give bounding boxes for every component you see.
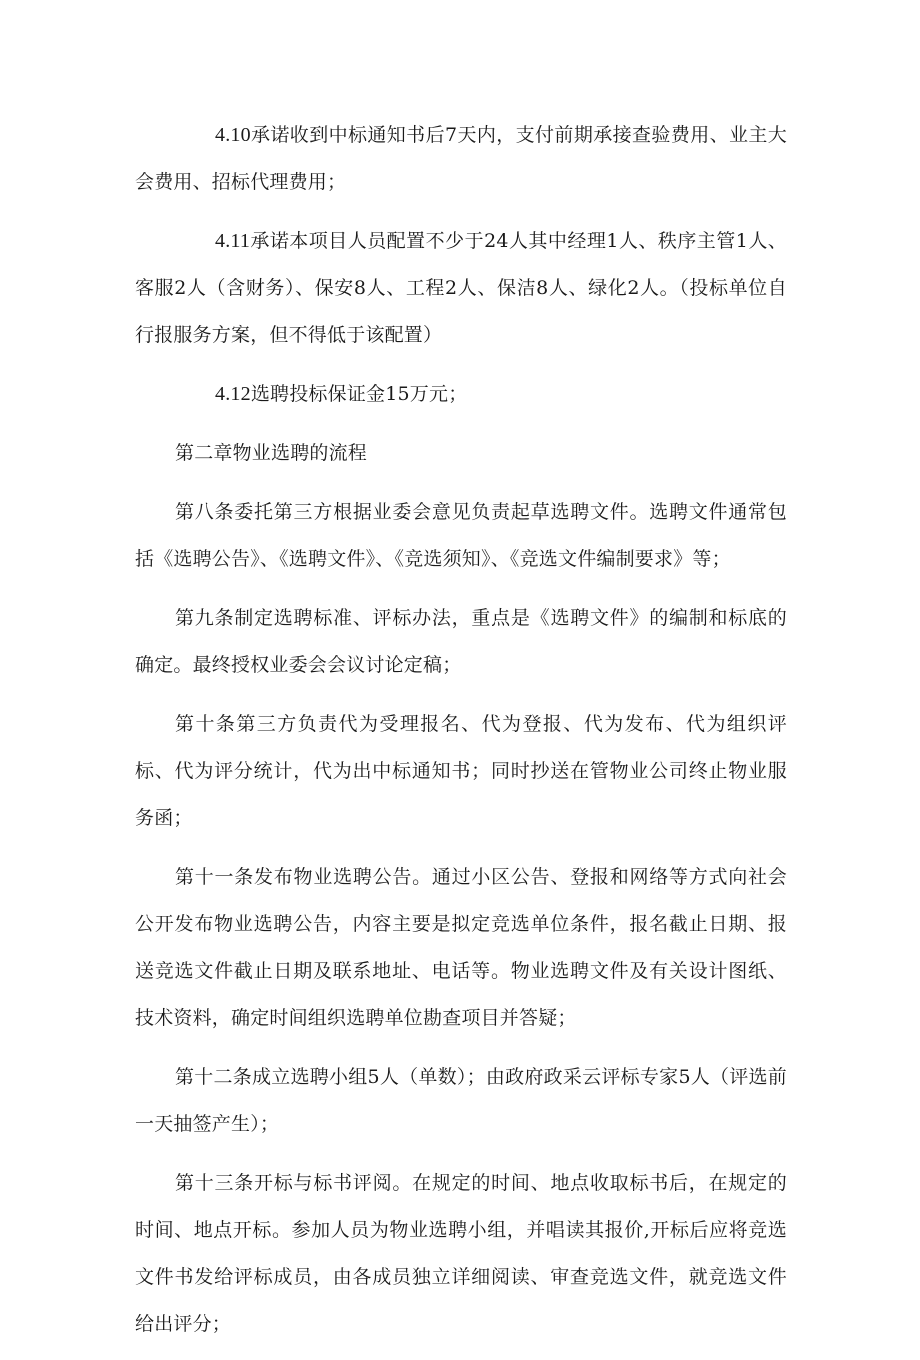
clause-number: 4.11	[215, 230, 251, 252]
article-8	[135, 489, 787, 583]
clause-number: 4.10	[215, 124, 251, 146]
article-13	[135, 1160, 787, 1348]
article-9	[135, 595, 787, 689]
article-11	[135, 854, 787, 1042]
paragraph-4-12	[135, 371, 787, 418]
paragraph-text: 选聘投标保证金15万元；	[250, 383, 468, 405]
paragraph-text: 第十条第三方负责代为受理报名、代为登报、代为发布、代为组织评标、代为评分统计，代为出中标通知书；同时抄送在管物业公司终止物业服务函；	[135, 713, 787, 829]
paragraph-4-11	[135, 218, 787, 359]
paragraph-text: 第十一条发布物业选聘公告。通过小区公告、登报和网络等方式向社会公开发布物业选聘公告，内容主要是拟定竞选单位条件，报名截止日期、报送竞选文件截止日期及联系地址、电话等。物业选聘文件及有关设计图纸、技术资料，确定时间组织选聘单位勘查项目并答疑；	[135, 866, 787, 1029]
clause-number: 4.12	[215, 383, 251, 405]
paragraph-text: 第八条委托第三方根据业委会意见负责起草选聘文件。选聘文件通常包括《选聘公告》、《选聘文件》、《竞选须知》、《竞选文件编制要求》等；	[135, 501, 787, 570]
article-12	[135, 1054, 787, 1148]
paragraph-text: 承诺收到中标通知书后7天内，支付前期承接查验费用、业主大会费用、招标代理费用；	[135, 124, 787, 193]
paragraph-4-10	[135, 112, 787, 206]
document-body	[135, 112, 787, 1360]
paragraph-text: 承诺本项目人员配置不少于24人其中经理1人、秩序主管1人、客服2人（含财务）、保安8人、工程2人、保洁8人、绿化2人。（投标单位自行报服务方案，但不得低于该配置）	[135, 230, 787, 346]
article-10	[135, 701, 787, 842]
paragraph-text: 第十三条开标与标书评阅。在规定的时间、地点收取标书后，在规定的时间、地点开标。参加人员为物业选聘小组，并唱读其报价,开标后应将竞选文件书发给评标成员，由各成员独立详细阅读、审查竞选文件，就竞选文件给出评分；	[135, 1172, 787, 1335]
paragraph-text: 第九条制定选聘标准、评标办法，重点是《选聘文件》的编制和标底的确定。最终授权业委会会议讨论定稿；	[135, 607, 787, 676]
paragraph-text: 第十二条成立选聘小组5人（单数）；由政府政采云评标专家5人（评选前一天抽签产生）；	[135, 1066, 787, 1135]
chapter-heading	[135, 430, 787, 477]
paragraph-text: 第二章物业选聘的流程	[175, 442, 368, 464]
